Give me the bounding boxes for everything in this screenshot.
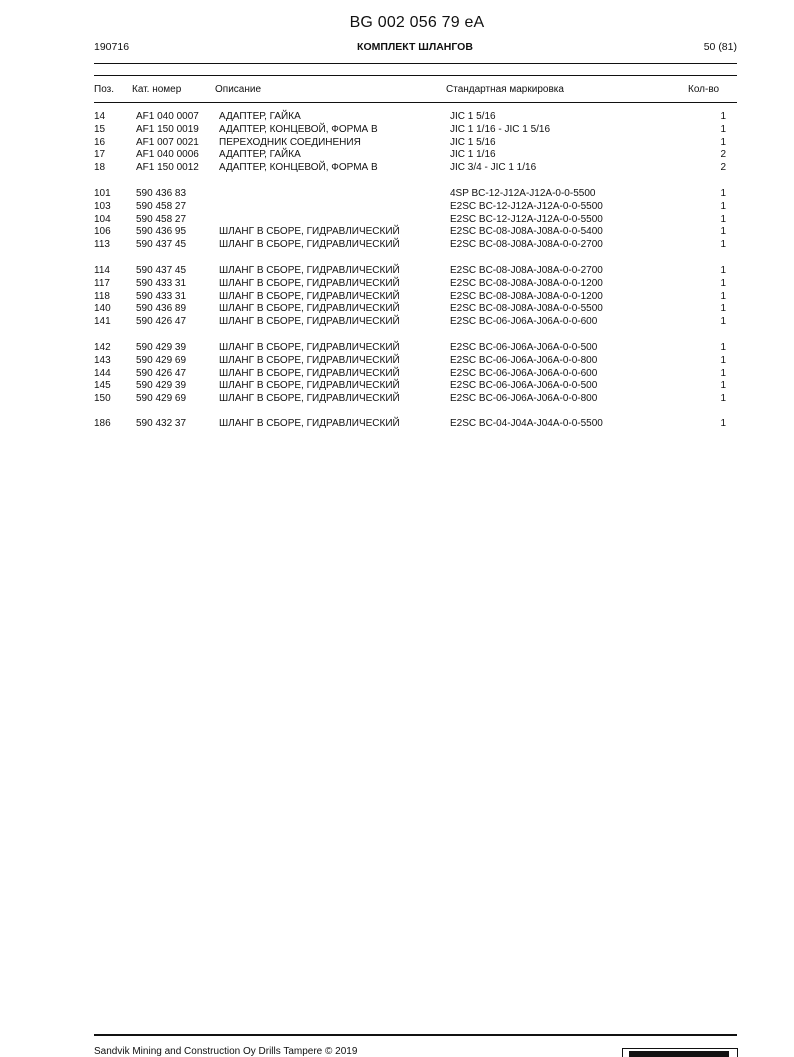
cell-std: E2SC BC-06-J06A-J06A-0-0-800: [450, 393, 598, 405]
cell-cat: 590 458 27: [136, 213, 187, 225]
column-header-desc: Описание: [215, 84, 262, 95]
cell-cat: 590 433 31: [136, 290, 187, 302]
cell-cat: 590 437 45: [136, 239, 187, 251]
table-row: [0, 148, 794, 161]
table-row: [0, 315, 794, 328]
cell-cat: AF1 040 0007: [136, 111, 199, 122]
table-row: [0, 187, 794, 200]
cell-desc: ШЛАНГ В СБОРЕ, ГИДРАВЛИЧЕСКИЙ: [219, 393, 400, 405]
table-row: [0, 123, 794, 136]
cell-std: E2SC BC-06-J06A-J06A-0-0-500: [450, 380, 598, 392]
cell-desc: АДАПТЕР, ГАЙКА: [219, 111, 301, 122]
cell-std: E2SC BC-08-J08A-J08A-0-0-2700: [450, 239, 603, 251]
cell-pos: 186: [94, 418, 111, 429]
cell-pos: 114: [94, 265, 110, 276]
column-header-pos: Поз.: [94, 84, 114, 95]
table-row: [0, 213, 794, 226]
table-row: [0, 341, 794, 354]
cell-pos: 141: [94, 316, 111, 328]
cell-std: E2SC BC-08-J08A-J08A-0-0-1200: [450, 277, 603, 289]
cell-std: 4SP BC-12-J12A-J12A-0-0-5500: [450, 188, 596, 199]
cell-pos: 14: [94, 111, 106, 122]
table-row: [0, 161, 794, 174]
cell-qty: 1: [720, 265, 726, 276]
cell-desc: ШЛАНГ В СБОРЕ, ГИДРАВЛИЧЕСКИЙ: [219, 316, 400, 328]
cell-qty: 1: [720, 213, 726, 225]
cell-pos: 144: [94, 367, 111, 379]
cell-qty: 1: [720, 290, 726, 302]
cell-desc: ШЛАНГ В СБОРЕ, ГИДРАВЛИЧЕСКИЙ: [219, 290, 400, 302]
cell-pos: 104: [94, 213, 111, 225]
cell-desc: ШЛАНГ В СБОРЕ, ГИДРАВЛИЧЕСКИЙ: [219, 418, 400, 429]
cell-pos: 140: [94, 303, 111, 315]
cell-desc: АДАПТЕР, КОНЦЕВОЙ, ФОРМА В: [219, 162, 378, 174]
cell-cat: 590 426 47: [136, 316, 187, 328]
table-row: [0, 379, 794, 392]
cell-cat: 590 429 39: [136, 380, 187, 392]
table-row: [0, 136, 794, 149]
cell-qty: 2: [720, 162, 726, 174]
table-row: [0, 392, 794, 405]
cell-pos: 101: [94, 188, 111, 199]
cell-qty: 1: [720, 393, 726, 405]
cell-desc: ШЛАНГ В СБОРЕ, ГИДРАВЛИЧЕСКИЙ: [219, 303, 400, 315]
cell-pos: 142: [94, 342, 111, 353]
page-title: КОМПЛЕКТ ШЛАНГОВ: [357, 41, 473, 53]
cell-std: JIC 1 1/16: [450, 149, 496, 161]
cell-cat: 590 433 31: [136, 277, 187, 289]
footer-logo-mark: [629, 1051, 729, 1057]
cell-qty: 2: [720, 149, 726, 161]
cell-qty: 1: [720, 342, 726, 353]
cell-cat: AF1 150 0019: [136, 123, 199, 135]
cell-pos: 15: [94, 123, 106, 135]
cell-desc: ПЕРЕХОДНИК СОЕДИНЕНИЯ: [219, 136, 361, 148]
cell-pos: 17: [94, 149, 106, 161]
cell-std: E2SC BC-08-J08A-J08A-0-0-1200: [450, 290, 603, 302]
cell-cat: AF1 150 0012: [136, 162, 199, 174]
cell-pos: 143: [94, 354, 111, 366]
cell-qty: 1: [720, 188, 726, 199]
cell-desc: АДАПТЕР, КОНЦЕВОЙ, ФОРМА В: [219, 123, 378, 135]
cell-pos: 113: [94, 239, 110, 251]
cell-std: E2SC BC-12-J12A-J12A-0-0-5500: [450, 213, 603, 225]
cell-cat: 590 437 45: [136, 265, 187, 276]
table-row: [0, 354, 794, 367]
cell-qty: 1: [720, 354, 726, 366]
cell-std: E2SC BC-08-J08A-J08A-0-0-5500: [450, 303, 603, 315]
column-header-cat: Кат. номер: [132, 84, 182, 95]
cell-cat: AF1 007 0021: [136, 136, 199, 148]
cell-qty: 1: [720, 200, 726, 212]
cell-desc: АДАПТЕР, ГАЙКА: [219, 149, 301, 161]
cell-cat: 590 432 37: [136, 418, 187, 429]
cell-pos: 118: [94, 290, 110, 302]
table-row: [0, 417, 794, 430]
cell-qty: 1: [720, 111, 726, 122]
column-header-qty: Кол-во: [688, 84, 720, 95]
cell-cat: AF1 040 0006: [136, 149, 199, 161]
cell-qty: 1: [720, 123, 726, 135]
table-row: [0, 238, 794, 251]
cell-pos: 150: [94, 393, 111, 405]
cell-pos: 16: [94, 136, 106, 148]
cell-std: E2SC BC-08-J08A-J08A-0-0-2700: [450, 265, 603, 276]
cell-cat: 590 436 89: [136, 303, 187, 315]
cell-desc: ШЛАНГ В СБОРЕ, ГИДРАВЛИЧЕСКИЙ: [219, 277, 400, 289]
cell-cat: 590 429 69: [136, 354, 187, 366]
cell-std: JIC 1 5/16: [450, 136, 496, 148]
header-rule: [94, 63, 737, 64]
cell-qty: 1: [720, 316, 726, 328]
cell-pos: 103: [94, 200, 111, 212]
table-head-rule: [94, 102, 737, 103]
cell-desc: ШЛАНГ В СБОРЕ, ГИДРАВЛИЧЕСКИЙ: [219, 367, 400, 379]
table-row: [0, 290, 794, 303]
cell-std: E2SC BC-04-J04A-J04A-0-0-5500: [450, 418, 603, 429]
cell-cat: 590 458 27: [136, 200, 187, 212]
date-code: 190716: [94, 41, 130, 53]
cell-pos: 145: [94, 380, 111, 392]
cell-desc: ШЛАНГ В СБОРЕ, ГИДРАВЛИЧЕСКИЙ: [219, 226, 400, 238]
table-row: [0, 302, 794, 315]
table-row: [0, 110, 794, 123]
cell-std: JIC 1 1/16 - JIC 1 5/16: [450, 123, 551, 135]
footer-rule: [94, 1034, 737, 1036]
cell-qty: 1: [720, 418, 726, 429]
cell-desc: ШЛАНГ В СБОРЕ, ГИДРАВЛИЧЕСКИЙ: [219, 380, 400, 392]
cell-std: E2SC BC-06-J06A-J06A-0-0-600: [450, 316, 598, 328]
cell-std: E2SC BC-06-J06A-J06A-0-0-600: [450, 367, 598, 379]
footer-copyright: Sandvik Mining and Construction Oy Drills Tampere © 2019: [94, 1046, 358, 1057]
cell-pos: 106: [94, 226, 111, 238]
cell-std: JIC 3/4 - JIC 1 1/16: [450, 162, 537, 174]
cell-qty: 1: [720, 226, 726, 238]
cell-cat: 590 429 39: [136, 342, 187, 353]
cell-qty: 1: [720, 303, 726, 315]
cell-std: E2SC BC-12-J12A-J12A-0-0-5500: [450, 200, 603, 212]
cell-std: E2SC BC-08-J08A-J08A-0-0-5400: [450, 226, 603, 238]
table-row: [0, 367, 794, 380]
cell-qty: 1: [720, 239, 726, 251]
table-top-rule: [94, 75, 737, 76]
cell-pos: 18: [94, 162, 106, 174]
cell-cat: 590 429 69: [136, 393, 187, 405]
table-row: [0, 277, 794, 290]
cell-cat: 590 436 83: [136, 188, 187, 199]
cell-desc: ШЛАНГ В СБОРЕ, ГИДРАВЛИЧЕСКИЙ: [219, 239, 400, 251]
cell-cat: 590 436 95: [136, 226, 187, 238]
cell-desc: ШЛАНГ В СБОРЕ, ГИДРАВЛИЧЕСКИЙ: [219, 354, 400, 366]
cell-qty: 1: [720, 380, 726, 392]
cell-pos: 117: [94, 277, 110, 289]
cell-cat: 590 426 47: [136, 367, 187, 379]
cell-qty: 1: [720, 136, 726, 148]
cell-desc: ШЛАНГ В СБОРЕ, ГИДРАВЛИЧЕСКИЙ: [219, 342, 400, 353]
cell-desc: ШЛАНГ В СБОРЕ, ГИДРАВЛИЧЕСКИЙ: [219, 265, 400, 276]
table-row: [0, 264, 794, 277]
table-row: [0, 225, 794, 238]
cell-qty: 1: [720, 367, 726, 379]
cell-std: E2SC BC-06-J06A-J06A-0-0-800: [450, 354, 598, 366]
page-number: 50 (81): [703, 41, 737, 53]
document-number: BG 002 056 79 eA: [349, 14, 485, 31]
cell-std: JIC 1 5/16: [450, 111, 496, 122]
table-row: [0, 200, 794, 213]
cell-std: E2SC BC-06-J06A-J06A-0-0-500: [450, 342, 598, 353]
column-header-std: Стандартная маркировка: [446, 84, 564, 95]
cell-qty: 1: [720, 277, 726, 289]
